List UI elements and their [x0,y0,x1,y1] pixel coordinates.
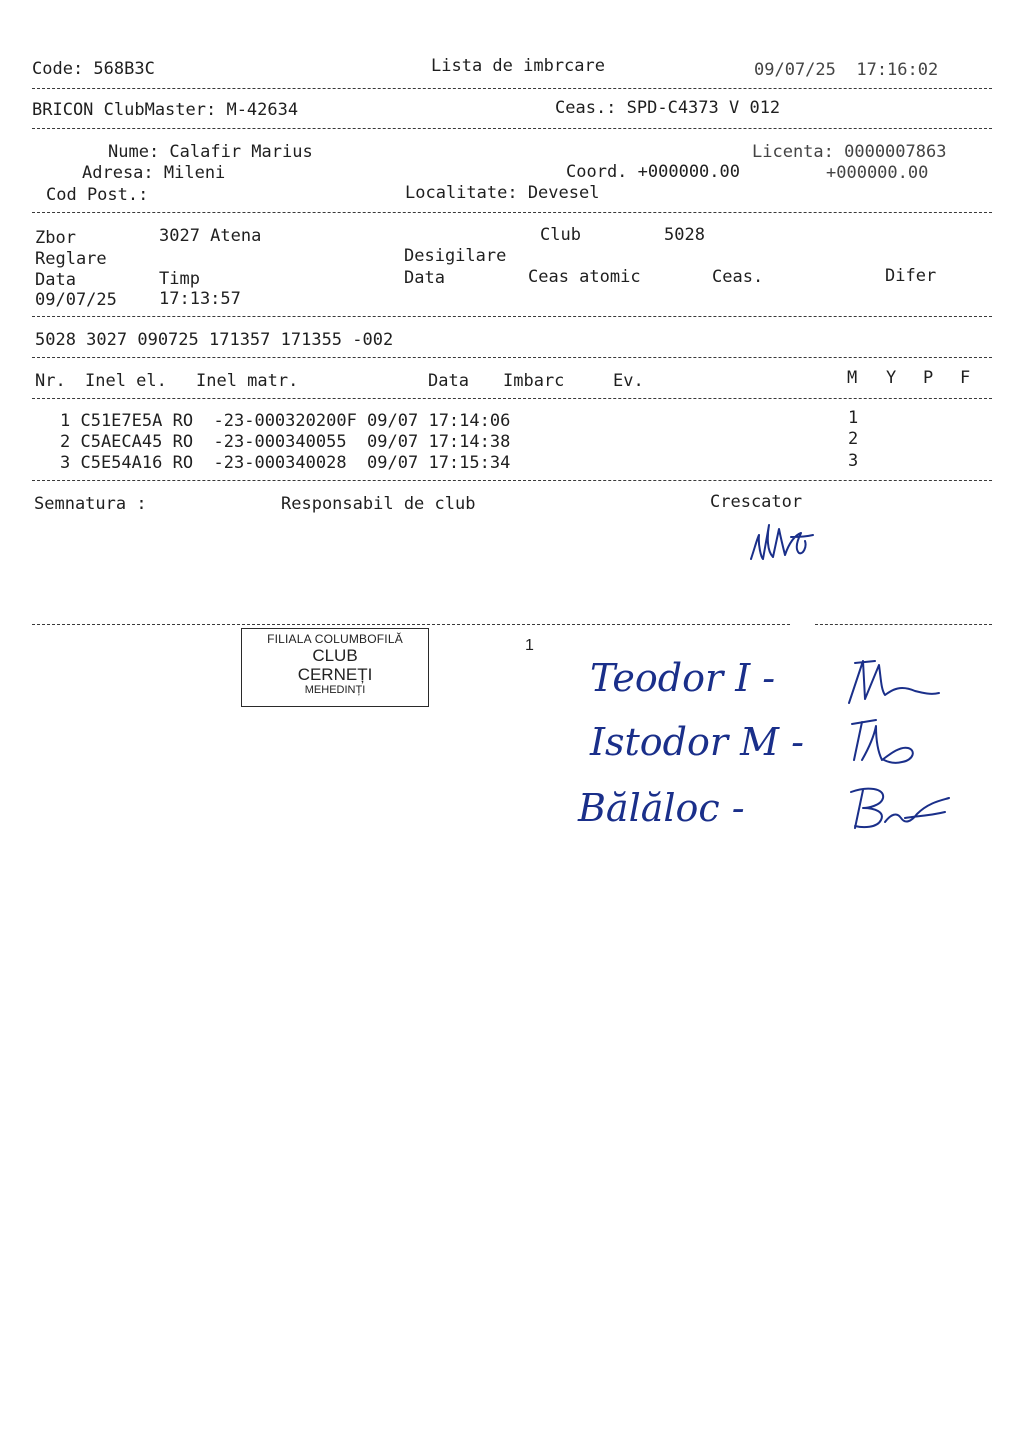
difference-label: Difer [885,266,937,286]
table-row: 2 C5AECA45 RO -23-000340055 09/07 17:14:38 [60,432,511,452]
col-y: Y [886,368,897,388]
atomic-clock-label: Ceas atomic [528,267,641,287]
table-row: 1 C51E7E5A RO -23-000320200F 09/07 17:14:06 [60,411,511,431]
club-label: Club [540,225,581,245]
handwritten-name: Bălăloc - [578,786,745,830]
divider [32,316,992,317]
coord-x: Coord. +000000.00 [566,162,740,182]
clock-id: Ceas.: SPD-C4373 V 012 [555,98,781,118]
data-label: Data [35,270,76,290]
col-imbarc: Imbarc [503,371,565,391]
table-row-m: 1 [848,408,859,428]
breeder-label: Crescator [710,492,803,512]
col-p: P [923,368,934,388]
stamp-line: CERNEȚI [297,665,373,684]
stamp-line: CLUB [312,646,358,665]
handwritten-name: Istodor M - [590,720,804,764]
print-datetime: 09/07/25 17:16:02 [754,60,939,80]
postcode-label: Cod Post.: [46,185,149,205]
clubmaster-id: BRICON ClubMaster: M-42634 [32,100,299,120]
handwritten-signature [845,655,945,711]
col-data: Data [428,371,469,391]
flight-code-line: 5028 3027 090725 171357 171355 -002 [35,330,394,350]
desigilare-data-label: Data [404,268,445,288]
clock-label: Ceas. [712,267,764,287]
license-number: Licenta: 0000007863 [752,142,947,162]
club-stamp [241,628,429,707]
divider [32,88,992,89]
document-title: Lista de imbrcare [431,56,605,76]
col-f: F [960,368,971,388]
desigilare-label: Desigilare [404,246,507,266]
col-inel-matr: Inel matr. [196,371,299,391]
club-value: 5028 [664,225,705,245]
page-number: 1 [525,637,534,654]
divider [32,480,992,481]
flight-label: Zbor [35,228,76,248]
owner-address: Adresa: Mileni [82,163,226,183]
table-row-m: 3 [848,451,859,471]
club-responsible-label: Responsabil de club [281,494,476,514]
divider [32,128,992,129]
divider [815,624,992,625]
breeder-signature [745,517,820,565]
table-row: 3 C5E54A16 RO -23-000340028 09/07 17:15:34 [60,453,511,473]
col-ev: Ev. [613,371,644,391]
divider [32,212,992,213]
stamp-line: FILIALA COLUMBOFILĂ [267,632,403,646]
owner-name: Nume: Calafir Marius [108,142,313,162]
signature-label: Semnatura : [34,494,147,514]
divider [32,624,790,625]
col-inel-el: Inel el. [85,371,167,391]
coord-y: +000000.00 [826,163,929,183]
flight-value: 3027 Atena [159,226,262,246]
col-m: M [847,368,858,388]
timp-label: Timp [159,269,200,289]
code-label: Code: 568B3C [32,59,155,79]
reglare-label: Reglare [35,249,107,269]
locality: Localitate: Devesel [405,183,600,203]
stamp-line: MEHEDINȚI [304,684,366,696]
col-nr: Nr. [35,371,66,391]
reglare-time: 17:13:57 [159,289,241,309]
handwritten-signature [845,782,953,834]
handwritten-name: Teodor I - [590,656,776,700]
handwritten-signature [848,716,928,768]
reglare-date: 09/07/25 [35,290,117,310]
divider [32,357,992,358]
divider [32,398,992,399]
table-row-m: 2 [848,429,859,449]
